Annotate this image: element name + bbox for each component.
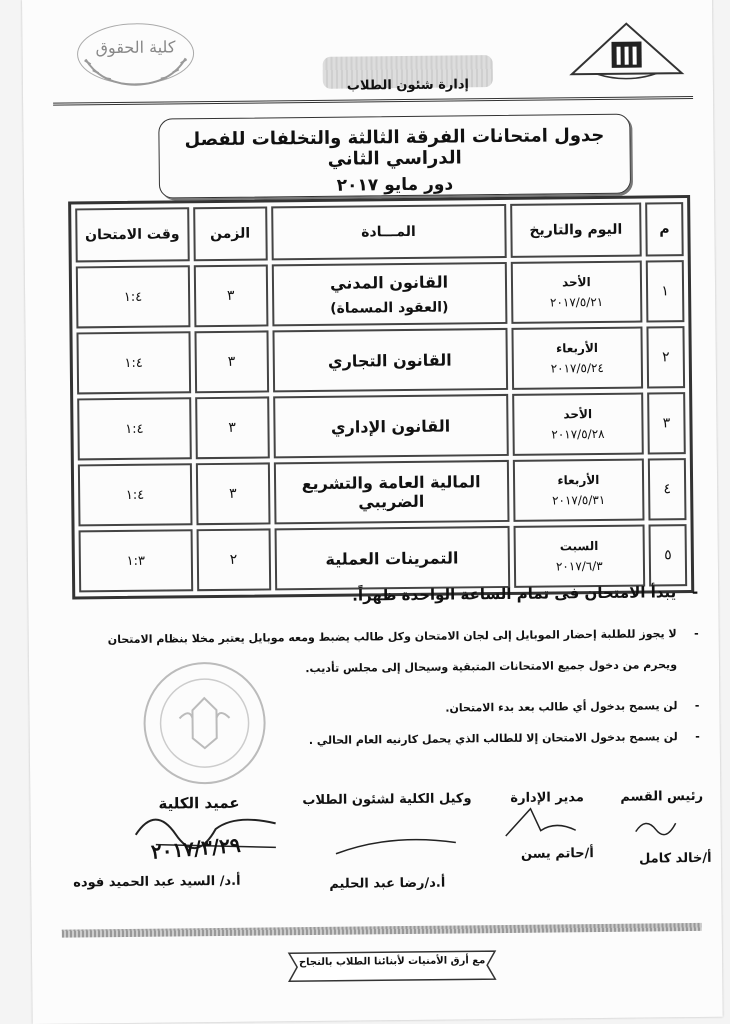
note-start-time: - يبدأ الامتحان فى تمام الساعة الواحدة ظهراً. bbox=[88, 583, 698, 607]
department-name: إدارة شئون الطلاب bbox=[346, 77, 470, 94]
footer-rule bbox=[62, 923, 702, 938]
vice-dean-signature bbox=[331, 827, 461, 858]
row-subject-cell bbox=[273, 394, 509, 458]
row-day: الأحد bbox=[563, 407, 593, 422]
row-number: ٥ bbox=[649, 524, 688, 586]
header-exam-time: وقت الامتحان bbox=[75, 207, 189, 262]
header-rule bbox=[53, 96, 693, 106]
time-separator: : bbox=[130, 289, 136, 305]
row-day-date bbox=[510, 261, 642, 324]
manager-signature bbox=[500, 800, 580, 841]
university-building-logo bbox=[566, 13, 687, 84]
row-day: الأحد bbox=[561, 275, 591, 290]
table-row bbox=[77, 392, 686, 460]
time-to: ٤ bbox=[135, 289, 143, 305]
row-day: السبت bbox=[559, 538, 599, 554]
time-separator: : bbox=[133, 553, 139, 569]
admin-manager-name: أ/حاتم يسن bbox=[520, 846, 594, 862]
vice-dean-name: أ.د/رضا عبد الحليم bbox=[329, 875, 446, 892]
row-day: الأربعاء bbox=[556, 340, 599, 356]
table-row bbox=[76, 260, 685, 328]
table-row bbox=[79, 524, 688, 592]
row-day-date bbox=[513, 525, 645, 588]
row-exam-time bbox=[77, 397, 191, 460]
row-subject: القانون المدني bbox=[329, 272, 449, 293]
official-seal-stamp bbox=[134, 657, 275, 788]
time-to: ٤ bbox=[135, 355, 143, 371]
header-subject: المـــادة bbox=[271, 204, 507, 260]
row-subject-note: (العقود المسماة) bbox=[330, 299, 449, 317]
note-mobile-ban: - لا يجوز للطلبة إحضار الموبايل إلى لجان الامتحان وكل طالب يضبط ومعه موبايل يعتبر مخلا بنظام الامتحان ويحرم من دخول جميع الامتحانات المتبقية وسيحال إلى مجلس تأديب. bbox=[89, 619, 700, 687]
row-duration: ٣ bbox=[194, 330, 268, 393]
time-from: ١ bbox=[126, 553, 134, 569]
time-separator: : bbox=[132, 421, 137, 437]
table-row bbox=[76, 326, 685, 394]
row-date: ٢٠١٧/٥/٢٤ bbox=[550, 360, 604, 376]
row-exam-time bbox=[76, 265, 190, 328]
row-date: ٢٠١٧/٥/٣١ bbox=[551, 492, 606, 508]
row-number: ٤ bbox=[648, 458, 687, 520]
row-subject: المالية العامة والتشريع الضريبي bbox=[301, 472, 481, 512]
row-number: ١ bbox=[646, 260, 685, 322]
row-date: ٢٠١٧/٥/٢٨ bbox=[551, 426, 605, 442]
row-day: الأربعاء bbox=[557, 472, 600, 488]
time-from: ١ bbox=[125, 421, 133, 437]
row-exam-time bbox=[76, 331, 190, 394]
header-number: م bbox=[645, 202, 683, 256]
row-subject-cell bbox=[271, 262, 507, 326]
head-signature bbox=[631, 811, 681, 840]
time-to: ٣ bbox=[137, 553, 145, 569]
row-subject: القانون التجاري bbox=[327, 350, 452, 371]
row-duration: ٣ bbox=[196, 462, 270, 525]
vice-dean-title: وكيل الكلية لشئون الطلاب bbox=[302, 791, 472, 809]
row-subject-cell bbox=[274, 526, 510, 590]
head-of-department-name: أ/خالد كامل bbox=[638, 850, 712, 867]
time-to: ٤ bbox=[137, 487, 145, 503]
time-to: ٤ bbox=[136, 421, 144, 437]
row-subject-cell bbox=[273, 460, 509, 524]
exam-schedule-page bbox=[22, 0, 723, 1024]
note-no-late-entry: - لن يسمح بدخول أي طالب بعد بدء الامتحان. bbox=[89, 699, 699, 718]
row-date: ٢٠١٧/٥/٢١ bbox=[549, 294, 604, 310]
row-duration: ٢ bbox=[196, 528, 270, 591]
time-from: ١ bbox=[124, 355, 132, 371]
row-number: ٢ bbox=[647, 326, 686, 388]
handwritten-date: ٢٠١٧/٣/٢٩ bbox=[150, 832, 242, 864]
row-date: ٢٠١٧/٦/٣ bbox=[555, 558, 603, 574]
schedule-session: دور مايو ٢٠١٧ bbox=[336, 174, 454, 196]
header-duration: الزمن bbox=[193, 206, 267, 261]
time-separator: : bbox=[131, 355, 136, 371]
table-header-row bbox=[75, 202, 684, 262]
schedule-title: جدول امتحانات الفرقة الثالثة والتخلفات للفصل الدراسي الثاني bbox=[184, 124, 605, 170]
exam-schedule-table bbox=[68, 195, 694, 599]
title-box bbox=[158, 114, 631, 199]
row-exam-time bbox=[79, 529, 193, 592]
time-from: ١ bbox=[125, 487, 133, 503]
college-laurel-logo bbox=[70, 18, 201, 89]
dean-title: عميد الكلية bbox=[158, 793, 240, 813]
time-separator: : bbox=[132, 487, 138, 503]
footer-wish: مع أرق الأمنيات لأبنائنا الطلاب بالنجاح bbox=[298, 955, 486, 969]
row-day-date bbox=[512, 459, 644, 522]
dean-name: أ.د/ السيد عبد الحميد فوده bbox=[73, 873, 241, 891]
row-duration: ٣ bbox=[194, 264, 268, 327]
row-number: ٣ bbox=[647, 392, 686, 454]
time-from: ١ bbox=[123, 289, 131, 305]
row-subject: القانون الإداري bbox=[330, 416, 451, 437]
row-subject-cell bbox=[272, 328, 508, 392]
college-logo-text: كلية الحقوق bbox=[95, 37, 176, 58]
table-row bbox=[78, 458, 687, 526]
row-day-date bbox=[512, 393, 644, 456]
row-day-date bbox=[511, 327, 643, 390]
row-exam-time bbox=[78, 463, 192, 526]
row-duration: ٣ bbox=[195, 396, 269, 459]
admin-manager-title: مدير الإدارة bbox=[510, 790, 584, 806]
note-id-card: - لن يسمح بدخول الامتحان إلا للطالب الذي يحمل كارنيه العام الحالي . bbox=[90, 730, 700, 749]
head-of-department-title: رئيس القسم bbox=[620, 788, 704, 805]
header-day-date: اليوم والتاريخ bbox=[510, 203, 642, 258]
row-subject: التمرينات العملية bbox=[325, 547, 459, 569]
